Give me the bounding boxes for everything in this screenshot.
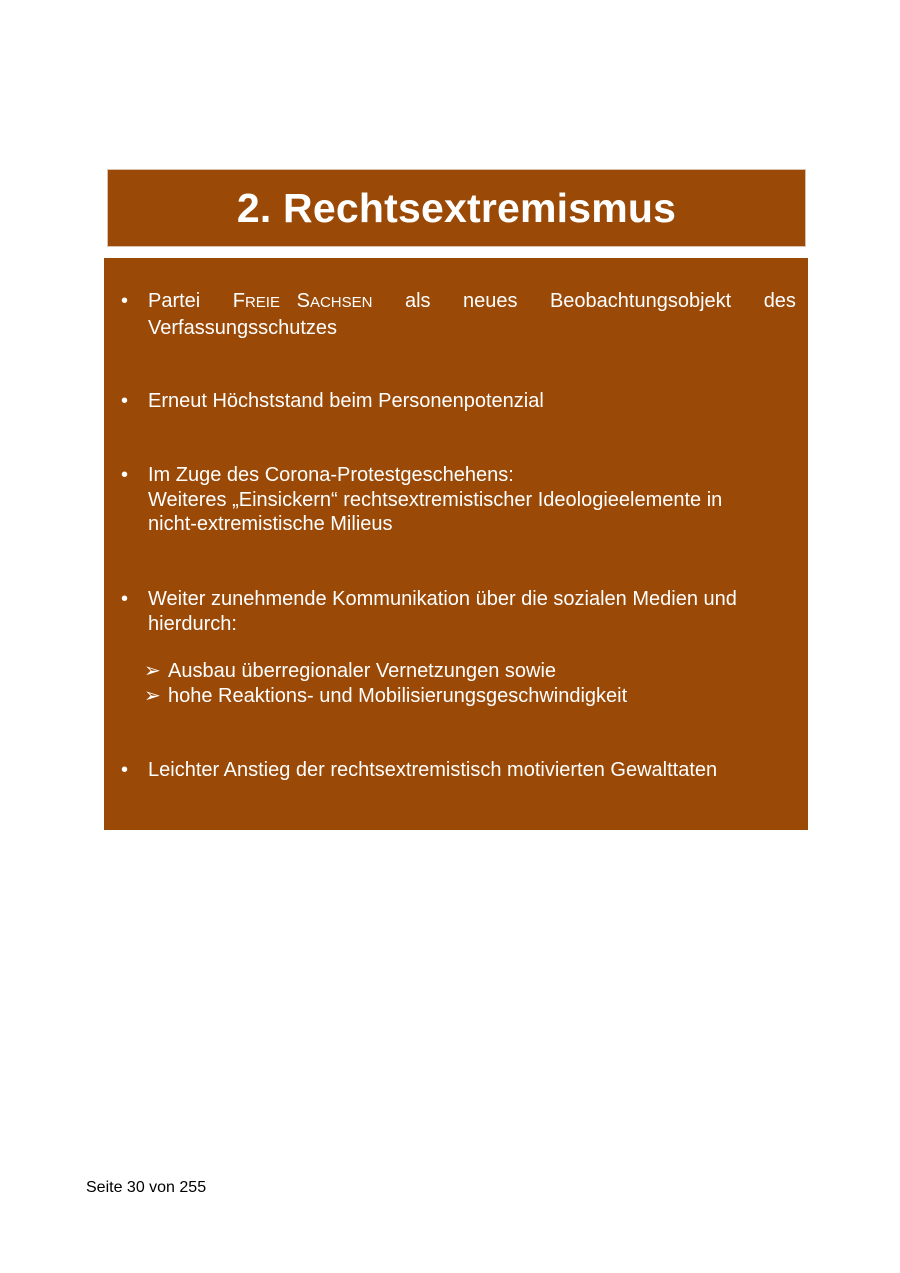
bullet-icon: • [121, 588, 129, 610]
bullet-line: hierdurch: [148, 612, 237, 635]
bullet-icon: • [121, 759, 129, 781]
bullet-icon: • [121, 464, 129, 486]
bullet-line: Weiteres „Einsickern“ rechtsextremistischer Ideologieelemente in [148, 488, 723, 511]
arrow-bullet-icon: ➢ [144, 660, 161, 682]
bullet-line: Verfassungsschutzes [148, 316, 337, 339]
bullet-icon: • [121, 290, 129, 312]
party-name: FREIE SACHSEN [232, 290, 373, 312]
page-number: Seite 30 von 255 [86, 1179, 207, 1196]
bullet-icon: • [121, 390, 129, 412]
sub-list-item: ➢ Ausbau überregionaler Vernetzungen sowie [144, 660, 557, 682]
section-title-box [108, 170, 805, 246]
arrow-bullet-icon: ➢ [144, 685, 161, 707]
bullet-line: nicht-extremistische Milieus [148, 513, 393, 535]
bullet-line: Erneut Höchststand beim Personenpotenzial [148, 390, 544, 412]
bullet-line: Partei FREIE SACHSEN als neues Beobachtungsobjekt des [148, 289, 796, 316]
bullet-line: Im Zuge des Corona-Protestgeschehens: [148, 464, 514, 486]
bullet-line: Leichter Anstieg der rechtsextremistisch motivierten Gewalttaten [148, 759, 718, 781]
bullet-line: Weiter zunehmende Kommunikation über die sozialen Medien und [148, 588, 737, 610]
content-box [104, 258, 808, 830]
sub-list-item: ➢ hohe Reaktions- und Mobilisierungsgeschwindigkeit [144, 685, 628, 707]
section-title: 2. Rechtsextremismus [236, 184, 677, 231]
